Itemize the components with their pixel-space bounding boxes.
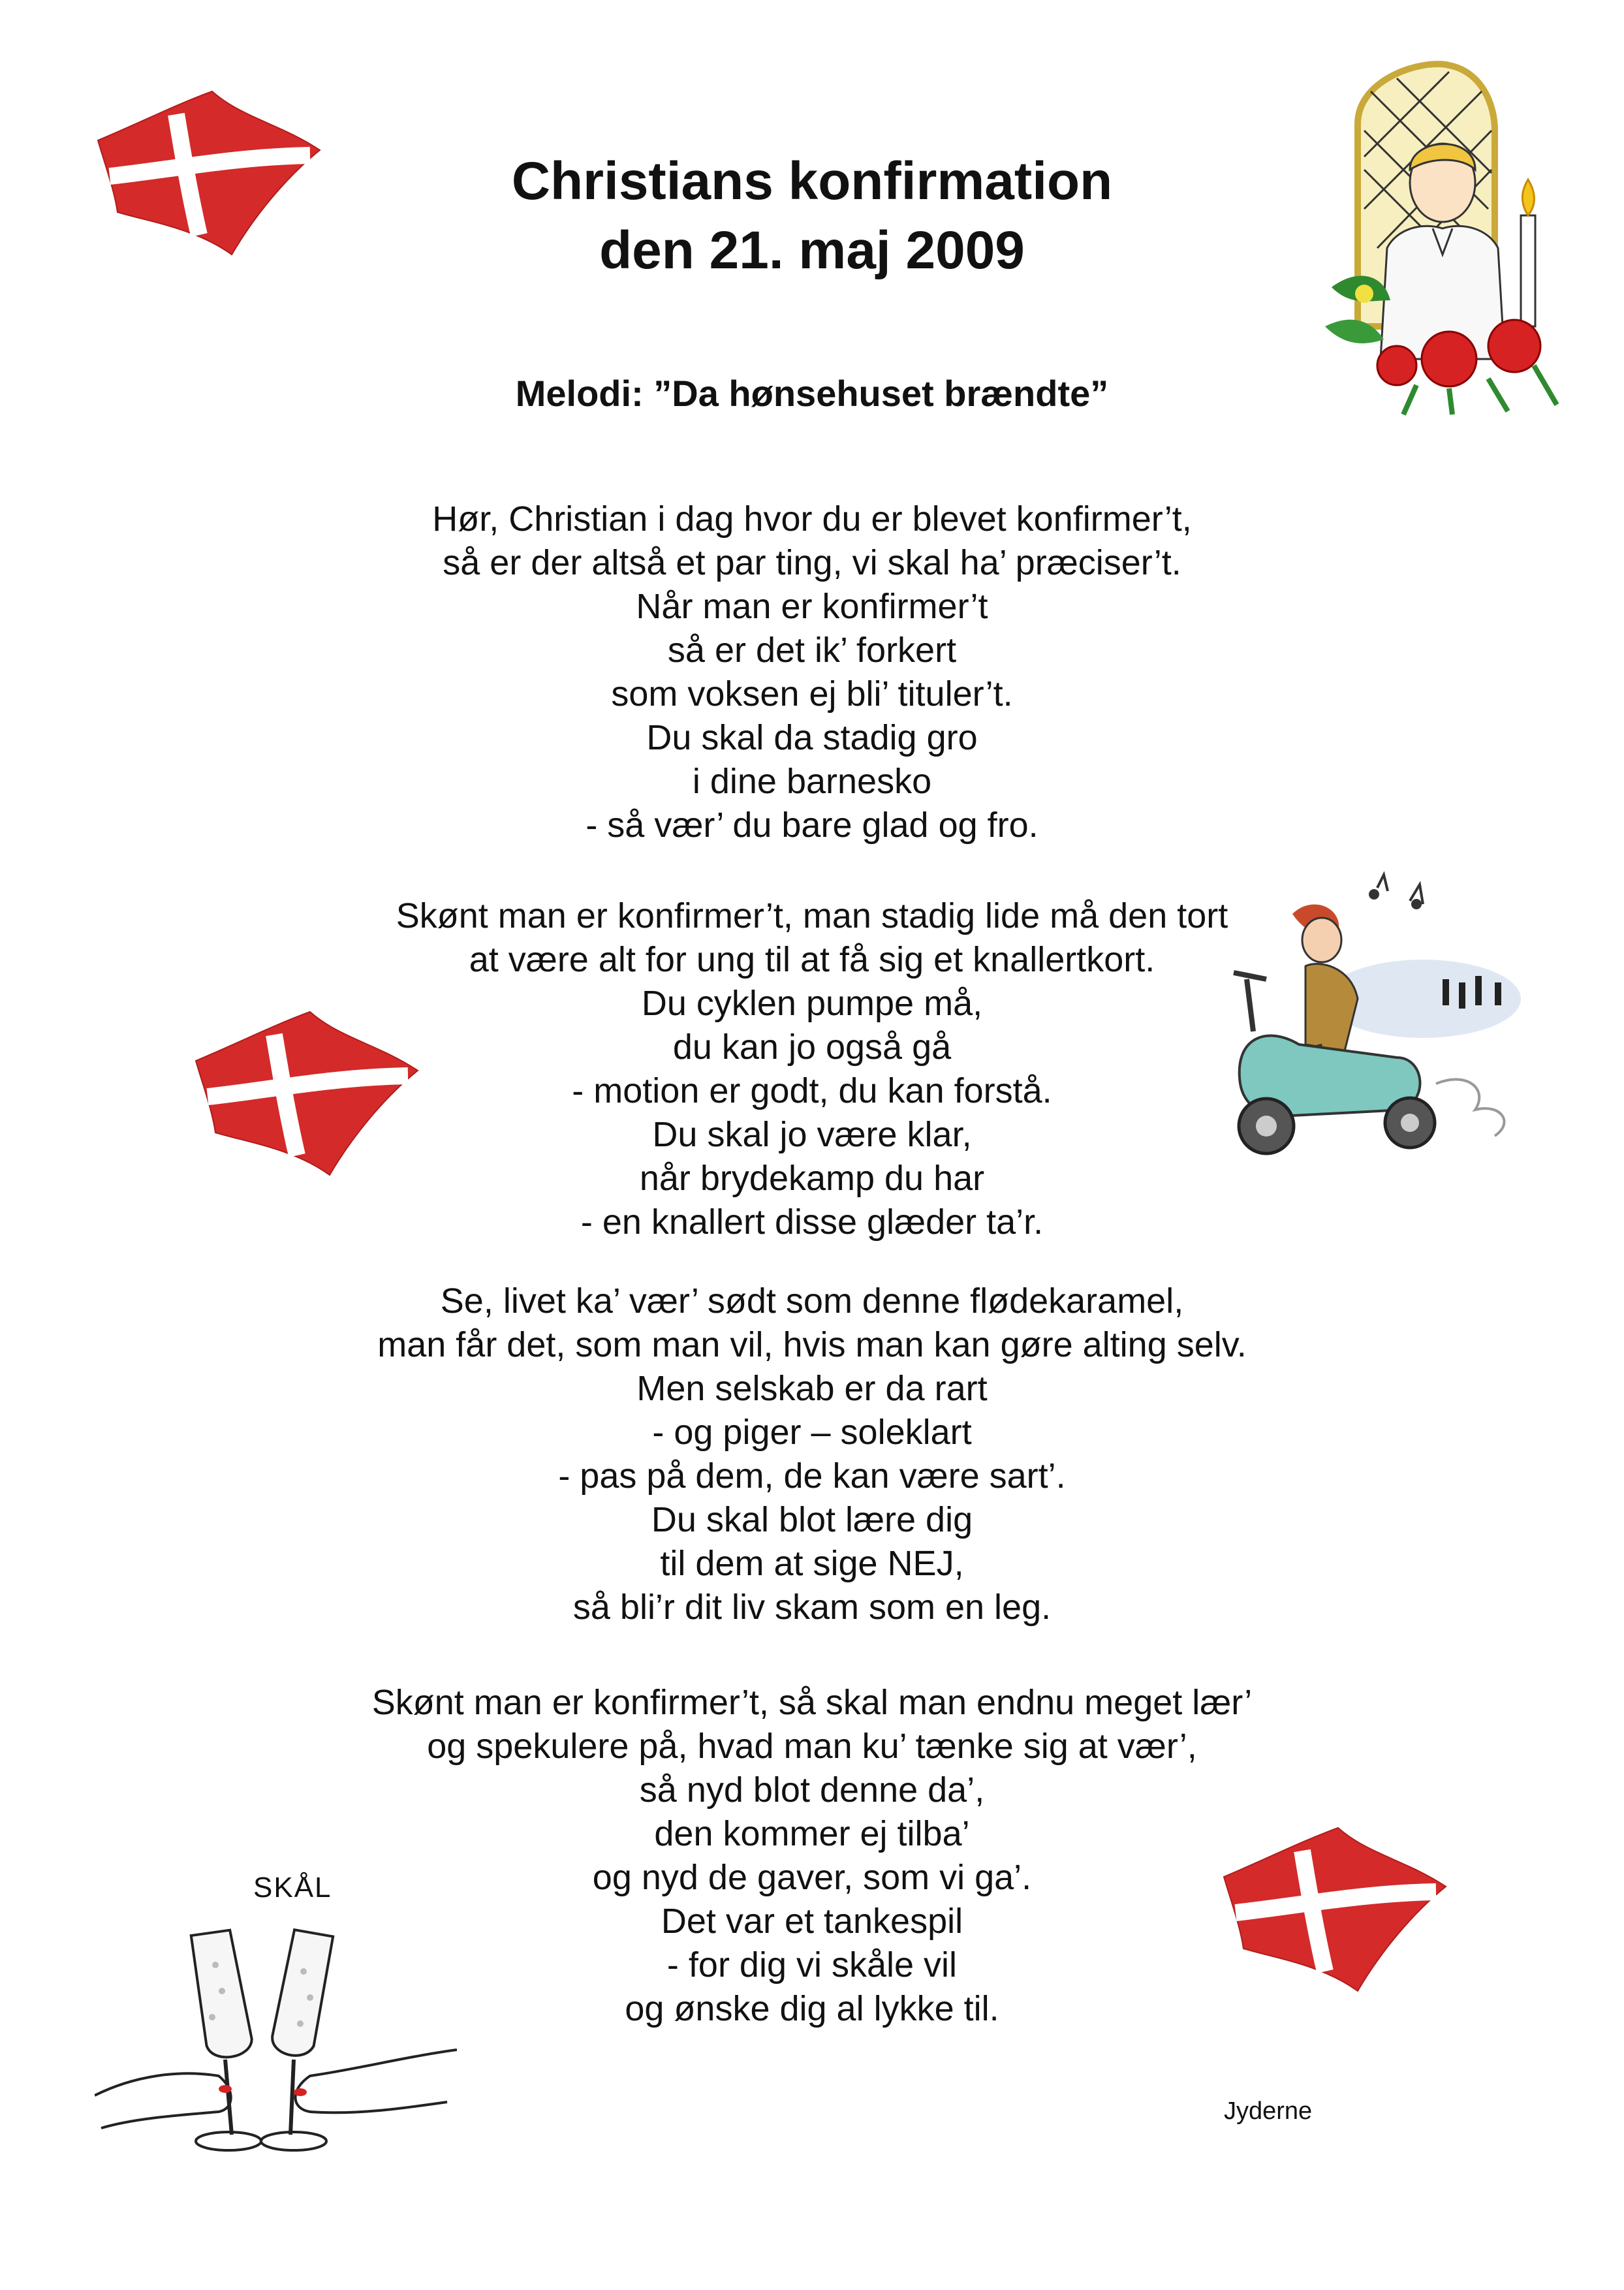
scooter-rider-icon — [1214, 868, 1521, 1162]
verse-line: når brydekamp du har — [639, 1159, 985, 1198]
verse-line: Du cyklen pumpe må, — [641, 984, 983, 1023]
verse-line: at være alt for ung til at få sig et knallertkort. — [469, 940, 1155, 979]
verse-line: - pas på dem, de kan være sart’. — [558, 1456, 1066, 1496]
danish-flag-icon — [189, 999, 424, 1188]
melody-subtitle: Melodi: ”Da hønsehuset brændte” — [515, 373, 1109, 414]
title-line-1: Christians konfirmation — [511, 151, 1113, 211]
verse-line: Du skal blot lære dig — [651, 1500, 973, 1539]
verse-line: Du skal da stadig gro — [646, 718, 978, 757]
verse-line: Det var et tankespil — [661, 1902, 963, 1941]
verse-line: i dine barnesko — [692, 762, 932, 801]
verse-line: og spekulere på, hvad man ku’ tænke sig at vær’, — [427, 1727, 1197, 1766]
verse-line: - og piger – soleklart — [652, 1413, 972, 1452]
confirmand-with-candle-icon — [1319, 52, 1567, 418]
verse-line: - så vær’ du bare glad og fro. — [586, 806, 1038, 845]
signature: Jyderne — [1224, 2097, 1313, 2125]
verse-1 — [0, 497, 1624, 847]
verse-line: så er der altså et par ting, vi skal ha’ præciser’t. — [443, 543, 1181, 582]
verse-line: - motion er godt, du kan forstå. — [572, 1071, 1052, 1110]
verse-line: Du skal jo være klar, — [652, 1115, 972, 1154]
verse-line: Når man er konfirmer’t — [636, 587, 988, 626]
verse-line: og ønske dig al lykke til. — [625, 1989, 999, 2028]
verse-line: man får det, som man vil, hvis man kan gøre alting selv. — [377, 1325, 1247, 1364]
verse-line: som voksen ej bli’ tituler’t. — [611, 674, 1013, 714]
verse-line: den kommer ej tilba’ — [654, 1814, 970, 1853]
verse-line: til dem at sige NEJ, — [660, 1544, 964, 1583]
verse-line: så bli’r dit liv skam som en leg. — [572, 1588, 1052, 1627]
toast-caption: SKÅL — [253, 1872, 332, 1904]
verse-line: og nyd de gaver, som vi ga’. — [592, 1858, 1032, 1897]
verse-line: Skønt man er konfirmer’t, man stadig lide må den tort — [396, 896, 1228, 935]
title-line-2: den 21. maj 2009 — [599, 221, 1025, 280]
verse-3 — [0, 1279, 1624, 1629]
verse-line: så nyd blot denne da’, — [639, 1770, 985, 1810]
verse-line: du kan jo også gå — [672, 1027, 952, 1067]
champagne-toast-icon — [95, 1893, 457, 2164]
verse-line: - en knallert disse glæder ta’r. — [580, 1202, 1044, 1242]
danish-flag-icon — [91, 78, 326, 268]
verse-line: - for dig vi skåle vil — [666, 1945, 958, 1984]
verse-line: Se, livet ka’ vær’ sødt som denne flødekaramel, — [440, 1281, 1184, 1321]
verse-line: Skønt man er konfirmer’t, så skal man endnu meget lær’ — [371, 1683, 1253, 1722]
danish-flag-icon — [1214, 1815, 1456, 2004]
verse-line: Hør, Christian i dag hvor du er blevet konfirmer’t, — [432, 499, 1192, 539]
verse-line: Men selskab er da rart — [636, 1369, 988, 1408]
verse-line: så er det ik’ forkert — [667, 631, 957, 670]
